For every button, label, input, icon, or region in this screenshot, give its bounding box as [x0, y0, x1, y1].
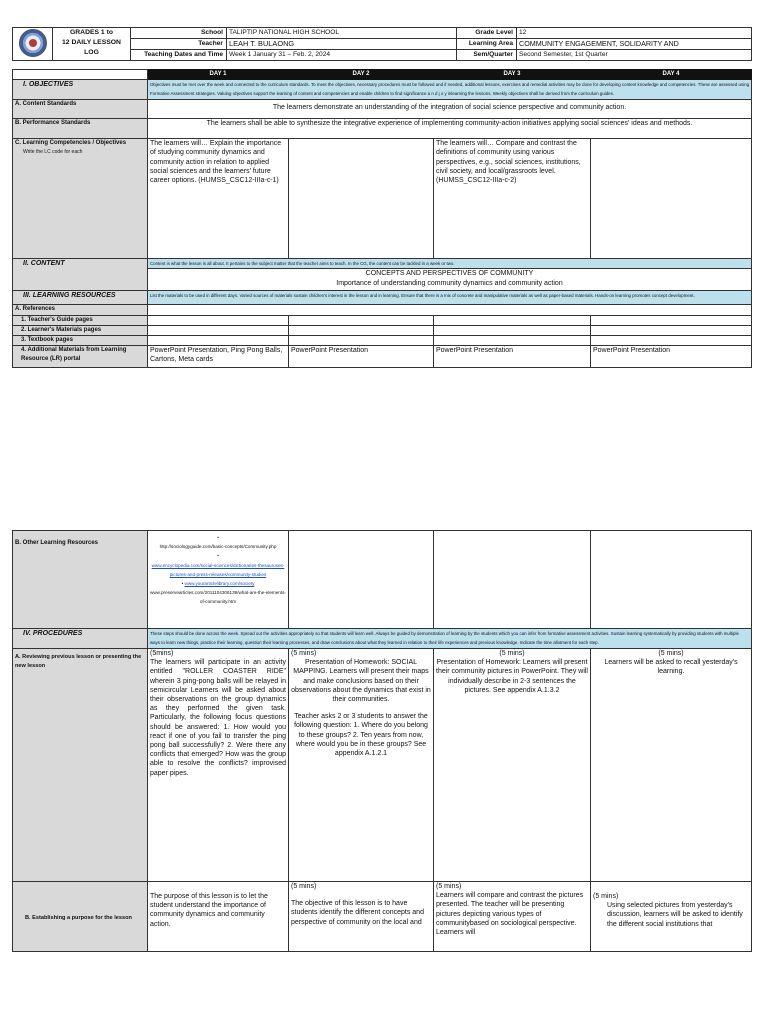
page-1	[0, 0, 768, 500]
teacher-value: LEAH T. BULAONG	[227, 39, 457, 50]
ref-link-4[interactable]: www.preservearticles.com/2011104306139/what-are-the-elements-of-community.htm	[150, 590, 286, 605]
content-note: Content is what the lesson is all about. It pertains to the subject matter that the teacher aims to teach. In the CG, the content can be tackled in a week or two.	[148, 259, 752, 269]
lesson-table-part1	[12, 69, 752, 368]
objectives-label: I. OBJECTIVES	[23, 81, 74, 89]
ref-link-1[interactable]: http://sociologyguide.com/basic-concepts/Community.php	[159, 544, 277, 550]
school-label: School	[131, 28, 227, 39]
page-2	[0, 500, 768, 1024]
textbook-label: 3. Textbook pages	[13, 336, 148, 346]
grade-label: Grade Level	[457, 28, 517, 39]
content-standards-label: A. Content Standards	[13, 100, 148, 119]
procedure-b-day-4: (5 mins) Using selected pictures from yesterday's discussion, learners will be asked to identify the different social institutions that	[591, 882, 752, 952]
performance-standards-text: The learners shall be able to synthesize the integrative experience of implementing community-action initiatives applying social sciences' ideas and methods.	[148, 119, 752, 139]
day-2-header: DAY 2	[289, 70, 434, 80]
additional-day-3: PowerPoint Presentation	[434, 346, 591, 368]
additional-day-1: PowerPoint Presentation, Ping Pong Balls, Cartons, Meta cards	[148, 346, 289, 368]
day-4-header: DAY 4	[591, 70, 752, 80]
lesson-log-header	[12, 27, 752, 61]
procedure-a-label: A. Reviewing previous lesson or presenting the new lesson	[13, 649, 148, 882]
sem-value: Second Semester, 1st Quarter	[517, 50, 752, 61]
day-1-header: DAY 1	[148, 70, 289, 80]
deped-seal	[13, 28, 53, 61]
competencies-label: C. Learning Competencies / Objectives Write the LC code for each	[13, 139, 148, 259]
competency-day-2	[289, 139, 434, 259]
teacher-label: Teacher	[131, 39, 227, 50]
content-standards-text: The learners demonstrate an understanding of the integration of social science perspective and community action.	[148, 100, 752, 119]
procedure-b-day-3: (5 mins) Learners will compare and contrast the pictures presented. The teacher will be presenting pictures depicting various types of communitybased on sociological perspective. Learners will	[434, 882, 591, 952]
dates-value: Week 1 January 31 – Feb. 2, 2024	[227, 50, 457, 61]
objectives-note: Objectives must be met over the week and connected to the curriculum standards. To meet the objectives, necessary procedures must be followed and if needed, additional lessons, exercises and remedial activities may be done for developing content knowledge and competencies. These are assessed using Formative Assessment strategies. Valuing objectives support the learning of content and competencies and enable children to find significance a n d j o y inlearning the lessons. Weekly objectives shall be derived from the curriculum guides.	[148, 80, 752, 100]
procedure-b-day-2: (5 mins) The objective of this lesson is to have students identify the different concepts and perspective of community on the local and	[289, 882, 434, 952]
procedure-b-label: B. Establishing a purpose for the lesson	[13, 882, 148, 952]
additional-materials-label: 4. Additional Materials from Learning Resource (LR) portal	[13, 346, 148, 368]
competency-day-4	[591, 139, 752, 259]
other-resources-label: B. Other Learning Resources	[13, 531, 148, 629]
lesson-table-part2	[12, 530, 752, 952]
procedure-b-day-1: The purpose of this lesson is to let the student understand the importance of community dynamics and community action.	[148, 882, 289, 952]
area-value: COMMUNITY ENGAGEMENT, SOLIDARITY AND	[517, 39, 752, 50]
resources-note: List the materials to be used in different days. Varied sources of materials sustain children's interest in the lesson and in learning. Ensure that there is a mix of concrete and manipulative materials as well as paper-based materials. Hands-on learning promotes concept development.	[148, 291, 752, 305]
day-3-header: DAY 3	[434, 70, 591, 80]
dates-label: Teaching Dates and Time	[131, 50, 227, 61]
content-label: II. CONTENT	[23, 260, 65, 268]
additional-day-4: PowerPoint Presentation	[591, 346, 752, 368]
school-value: TALIPTIP NATIONAL HIGH SCHOOL	[227, 28, 457, 39]
content-text: CONCEPTS AND PERSPECTIVES OF COMMUNITY Importance of understanding community dynamics and community action	[148, 269, 752, 291]
competency-day-3: The learners will… Compare and contrast the definitions of community using various perspectives, e.g., social sciences, institutions, civil society, and local/grassroots level. (HUMSS_CSC12-IIIa-c-2)	[434, 139, 591, 259]
procedure-a-day-1: (5mins) The learners will participate in an activity entitled "ROLLER COASTER RIDE" wherein 3 ping-pong balls will be relayed in semicircular Learners will be asked about their observations on the group dynamics as they performed the given task. Particularly, the following focus questions should be answered: 1. How would you react if one of you fail to transfer the ping pong ball successfully? 2. Were there any conflicts that emerged? How was the group able to resolve the conflicts? improvised paper pipes.	[148, 649, 289, 882]
procedure-a-day-2: (5 mins) Presentation of Homework: SOCIAL MAPPING. Learners will present their maps and make conclusions based on their observations about the dynamics that exist in their communities. Teacher asks 2 or 3 students to answer the following question: 1. Where do you belong to these groups? 2. Ten years from now, where would you be in these groups? See appendix A.1.2.1	[289, 649, 434, 882]
references-label: A. References	[13, 305, 148, 315]
ref-link-2[interactable]: www.encyclopedia.com/social-sciences/dictionaries-thesauruses-pictures-and-press-releases/community-studies	[151, 562, 285, 577]
teachers-guide-label: 1. Teacher's Guide pages	[13, 315, 148, 325]
grade-value: 12	[517, 28, 752, 39]
log-title: GRADES 1 to 12 DAILY LESSON LOG	[53, 28, 131, 61]
other-resources-links: • http://sociologyguide.com/basic-concepts/Community.php • www.encyclopedia.com/social-sciences/dictionaries-thesauruses-pictures-and-press-releases/community-studies • www.yourarticlelibrary.com/society www.preservearticles.com/2011104306139/what-are-the-elements-of-community.htm	[148, 531, 289, 629]
deped-seal-icon	[19, 29, 47, 57]
competency-day-1: The learners will… Explain the importance of studying community dynamics and community action in relation to applied social sciences and the learners' future career options. (HUMSS_CSC12-IIIa-c-1)	[148, 139, 289, 259]
resources-label: III. LEARNING RESOURCES	[23, 292, 116, 300]
additional-day-2: PowerPoint Presentation	[289, 346, 434, 368]
procedures-note: These steps should be done across the week. Spread out the activities appropriately so that students will learn well. Always be guided by demonstration of learning by the students which you can infer from formative assessment activities. Sustain learning systematically by providing students with multiple ways to learn new things, practice their learning, question their learning processes, and draw conclusions about what they learned in relation to their life experiences and previous knowledge. Indicate the time allotment for each step.	[148, 629, 752, 649]
performance-standards-label: B. Performance Standards	[13, 119, 148, 139]
ref-link-3[interactable]: www.yourarticlelibrary.com/society	[184, 581, 255, 587]
procedure-a-day-4: (5 mins) Learners will be asked to recall yesterday's learning.	[591, 649, 752, 882]
sem-label: Sem/Quarter	[457, 50, 517, 61]
learners-materials-label: 2. Learner's Materials pages	[13, 325, 148, 335]
area-label: Learning Area	[457, 39, 517, 50]
procedure-a-day-3: (5 mins) Presentation of Homework: Learners will present their community pictures in PowerPoint. They will individually describe in 2-3 sentences the pictures. See appendix A.1.3.2	[434, 649, 591, 882]
procedures-label: IV. PROCEDURES	[23, 630, 83, 637]
